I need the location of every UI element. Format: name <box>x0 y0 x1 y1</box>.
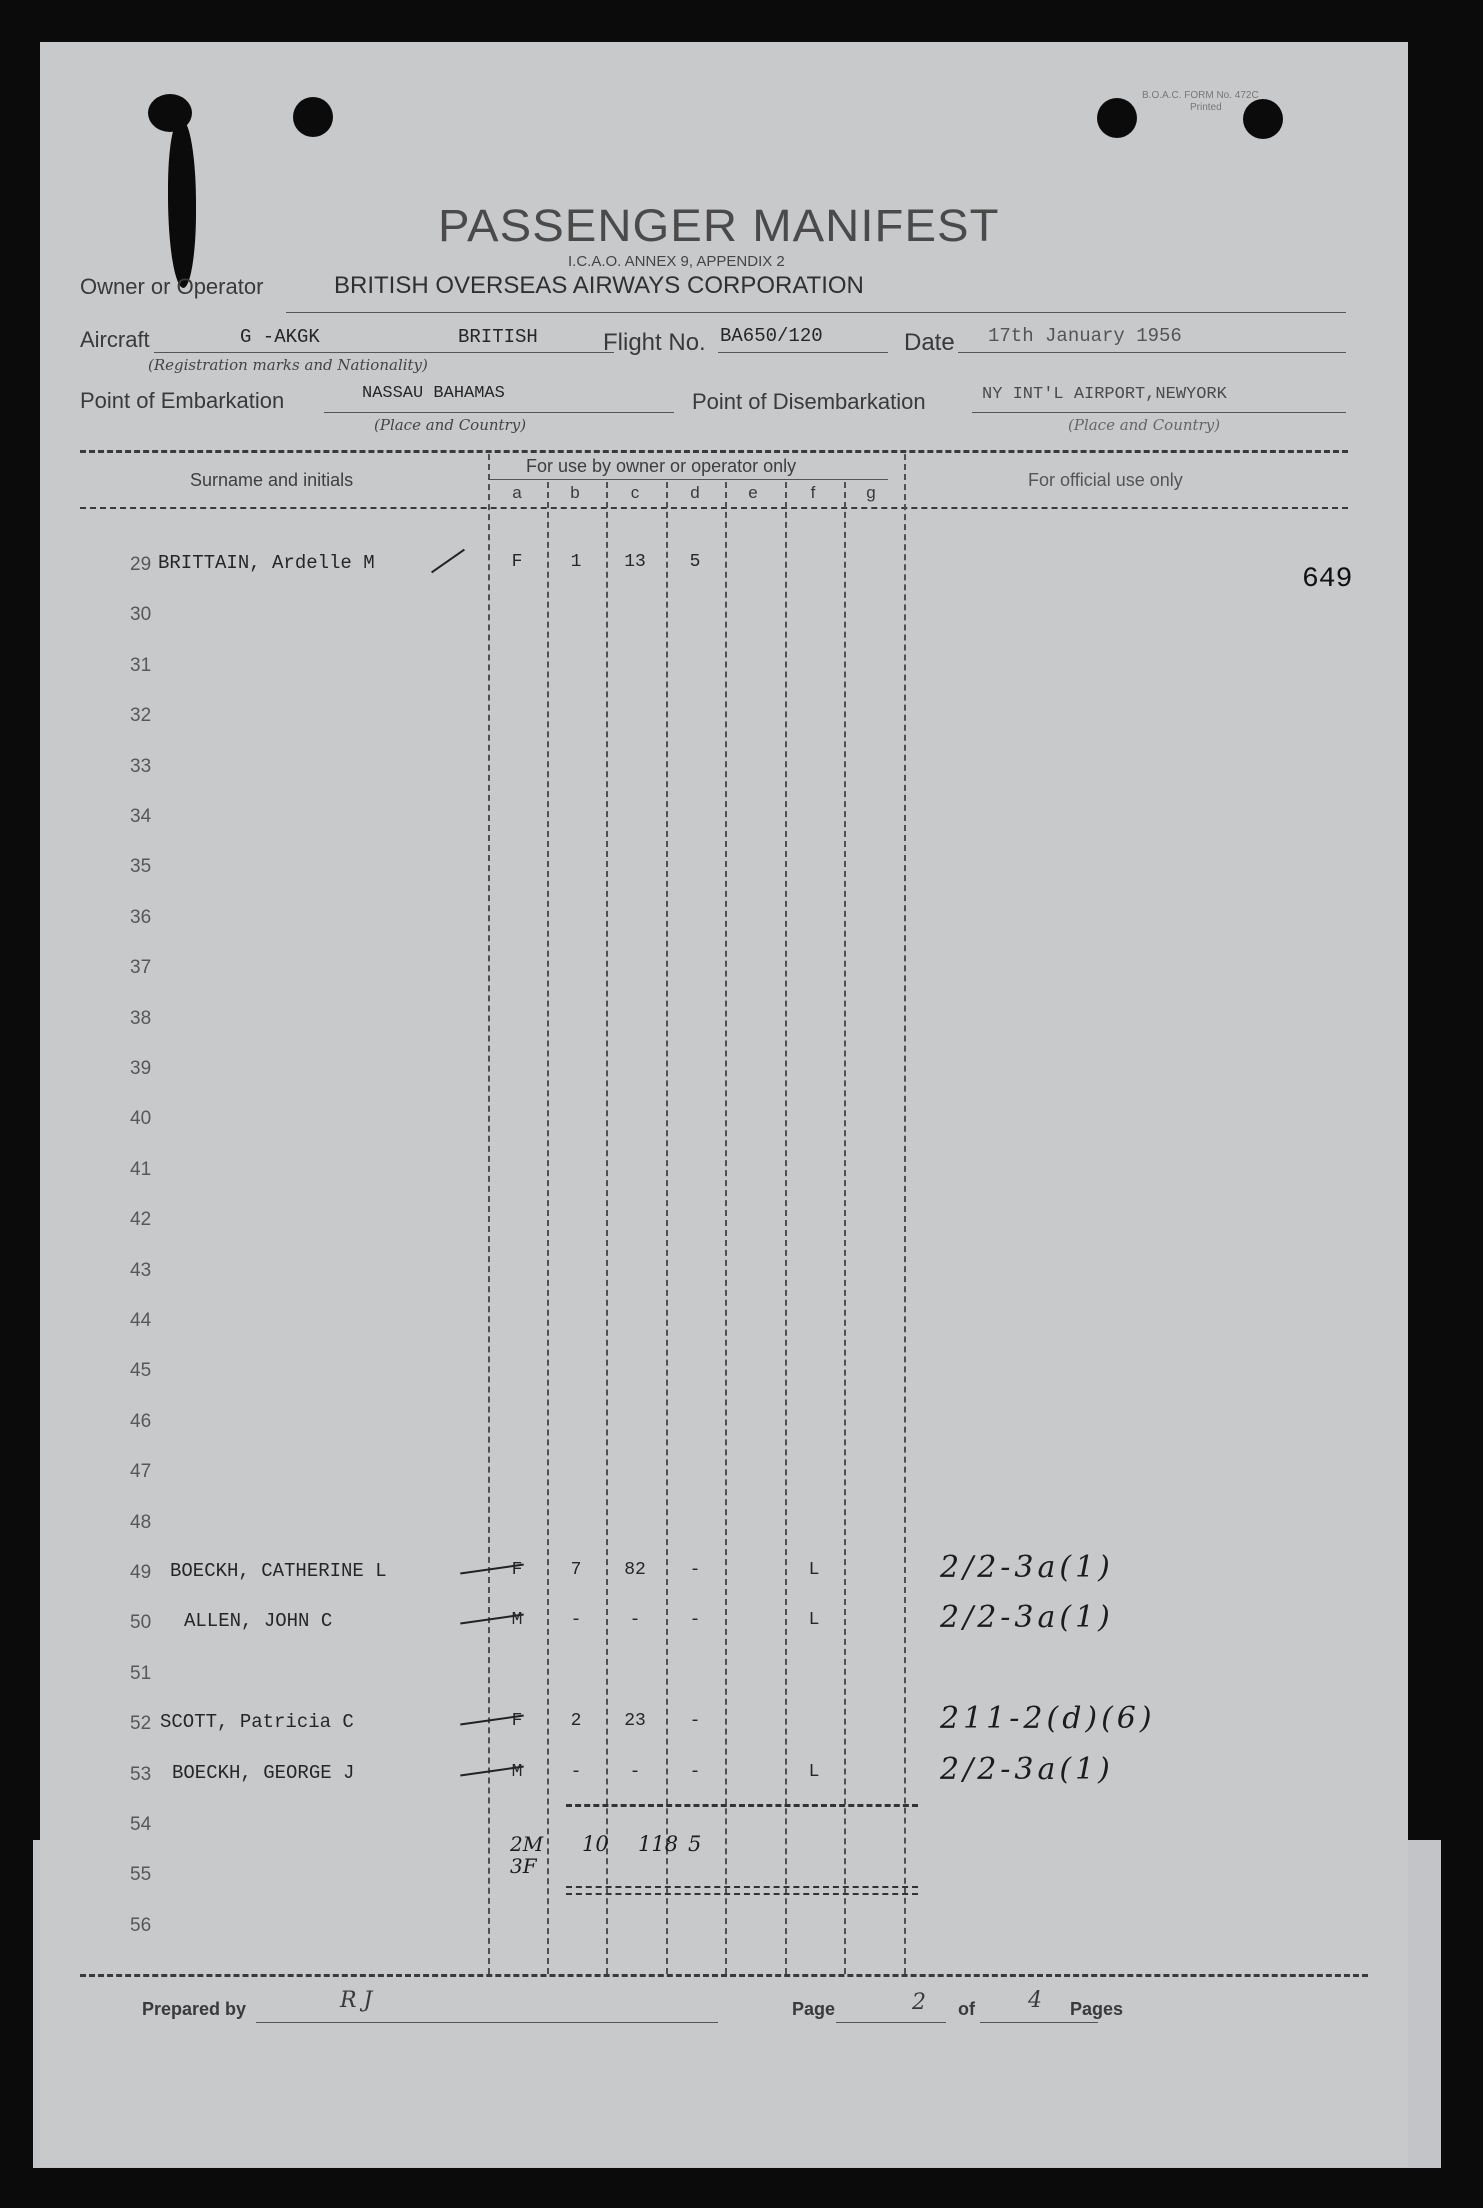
flight-number: BA650/120 <box>720 325 823 347</box>
of-underline <box>980 2022 1098 2023</box>
official-code: 211-2(d)(6) <box>940 1701 1156 1737</box>
cell-b: 7 <box>570 1560 582 1580</box>
cell-a: F <box>511 552 523 572</box>
page-title: PASSENGER MANIFEST <box>438 200 1000 251</box>
cell-b: - <box>570 1761 582 1782</box>
embarkation-underline <box>324 412 674 413</box>
cell-d: - <box>689 1711 701 1732</box>
stamp-number: 649 <box>1302 564 1353 595</box>
surname-header: Surname and initials <box>190 470 354 490</box>
punch-hole-right-2 <box>1243 99 1283 139</box>
flight-date: 17th January 1956 <box>988 325 1182 347</box>
aircraft-registration: G -AKGK <box>240 326 320 348</box>
row-number: 37 <box>130 957 152 979</box>
row-number: 43 <box>130 1259 152 1281</box>
total-sex-male: 2M <box>510 1832 544 1856</box>
of-label: of <box>958 1999 975 2019</box>
totals-double-rule-1 <box>566 1886 918 1888</box>
cell-f: L <box>808 1610 820 1631</box>
column-header-d: d <box>690 483 700 502</box>
embarkation-label: Point of Embarkation <box>80 388 285 413</box>
cell-d: - <box>689 1761 701 1782</box>
disembarkation-label: Point of Disembarkation <box>692 389 926 414</box>
row-number: 54 <box>130 1814 152 1835</box>
aircraft-underline <box>154 352 614 353</box>
cell-c: 13 <box>624 552 646 572</box>
page-label: Page <box>792 1999 836 2019</box>
form-number: B.O.A.C. FORM No. 472C <box>1142 90 1259 101</box>
row-number: 41 <box>130 1158 152 1180</box>
column-divider <box>725 482 727 1974</box>
cell-a: M <box>511 1610 523 1631</box>
aircraft-label: Aircraft <box>80 327 150 352</box>
owner-group-underline <box>488 479 888 480</box>
embarkation-caption: (Place and Country) <box>374 416 527 434</box>
row-number: 32 <box>130 705 152 727</box>
official-code: 2/2-3a(1) <box>940 1550 1114 1585</box>
form-printed: Printed <box>1190 102 1222 113</box>
page-underline <box>836 2022 946 2023</box>
aircraft-caption: (Registration marks and Nationality) <box>148 356 428 374</box>
column-divider <box>488 454 490 1974</box>
passenger-name: ALLEN, JOHN C <box>184 1610 333 1633</box>
cell-c: 23 <box>624 1711 646 1732</box>
total-c: 118 <box>638 1832 679 1856</box>
row-number: 35 <box>130 856 152 878</box>
aircraft-nationality: BRITISH <box>458 326 538 348</box>
column-divider <box>606 482 608 1974</box>
passenger-name: BOECKH, GEORGE J <box>172 1761 355 1784</box>
row-number: 51 <box>130 1662 152 1684</box>
official-code: 2/2-3a(1) <box>940 1600 1114 1636</box>
column-divider <box>785 482 787 1974</box>
pages-label: Pages <box>1070 1999 1124 2019</box>
header-bottom-rule <box>80 507 1348 509</box>
owner-group-header: For use by owner or operator only <box>526 456 797 476</box>
row-number: 44 <box>130 1310 152 1331</box>
owner-underline <box>286 312 1346 313</box>
row-number: 40 <box>130 1108 152 1130</box>
passenger-name: SCOTT, Patricia C <box>160 1711 354 1734</box>
total-d: 5 <box>688 1832 702 1856</box>
cell-c: 82 <box>624 1560 646 1580</box>
date-label: Date <box>904 329 955 356</box>
prepared-by-underline <box>256 2022 718 2023</box>
column-divider <box>547 482 549 1974</box>
totals-top-rule <box>566 1804 918 1807</box>
row-number: 47 <box>130 1461 152 1483</box>
cell-d: 5 <box>689 552 701 572</box>
official-code: 2/2-3a(1) <box>940 1751 1114 1787</box>
cell-d: - <box>689 1610 701 1631</box>
column-header-b: b <box>570 483 580 502</box>
row-number: 34 <box>130 806 152 827</box>
column-divider <box>844 482 846 1974</box>
row-number: 48 <box>130 1511 152 1533</box>
row-number: 50 <box>130 1612 152 1634</box>
total-sex-female: 3F <box>510 1854 537 1878</box>
prepared-by-initials: R J <box>340 1988 373 2013</box>
disembarkation-caption: (Place and Country) <box>1068 416 1221 434</box>
page-subtitle: I.C.A.O. ANNEX 9, APPENDIX 2 <box>568 253 785 270</box>
row-number: 39 <box>130 1058 152 1079</box>
prepared-by-label: Prepared by <box>142 1999 247 2019</box>
row-number: 30 <box>130 604 152 626</box>
cell-f: L <box>808 1560 820 1580</box>
row-number: 46 <box>130 1410 152 1432</box>
cell-c: - <box>629 1761 641 1782</box>
cell-f: L <box>808 1761 820 1782</box>
column-header-e: e <box>748 483 758 502</box>
row-number: 33 <box>130 755 152 777</box>
owner-label: Owner or Operator <box>80 274 264 299</box>
official-header: For official use only <box>1028 470 1183 490</box>
date-underline <box>958 352 1346 353</box>
row-number: 52 <box>130 1713 152 1735</box>
row-number: 55 <box>130 1864 152 1886</box>
cell-c: - <box>629 1610 641 1631</box>
row-number: 36 <box>130 906 152 928</box>
column-header-c: c <box>630 483 640 502</box>
row-number: 56 <box>130 1914 152 1936</box>
cell-a: F <box>511 1711 523 1732</box>
flight-label: Flight No. <box>603 329 706 356</box>
row-number: 29 <box>130 554 152 575</box>
row-number: 31 <box>130 654 152 676</box>
row-number: 53 <box>130 1763 152 1785</box>
page-number: 2 <box>912 1990 926 2015</box>
ink-blot-drip <box>168 120 196 288</box>
disembarkation-value: NY INT'L AIRPORT,NEWYORK <box>982 385 1227 404</box>
passenger-name: BOECKH, CATHERINE L <box>170 1560 387 1582</box>
cell-b: - <box>570 1610 582 1631</box>
cell-a: M <box>511 1761 523 1782</box>
pen-check-mark <box>431 549 465 574</box>
cell-b: 1 <box>570 552 582 572</box>
flight-underline <box>718 352 888 353</box>
row-number: 49 <box>130 1562 152 1583</box>
embarkation-value: NASSAU BAHAMAS <box>362 384 505 403</box>
table-bottom-rule <box>80 1974 1368 1977</box>
table-top-rule <box>80 450 1348 453</box>
row-number: 38 <box>130 1007 152 1029</box>
row-number: 42 <box>130 1209 152 1231</box>
passenger-name: BRITTAIN, Ardelle M <box>158 552 375 574</box>
disembarkation-underline <box>972 412 1346 413</box>
cell-d: - <box>689 1560 701 1580</box>
totals-double-rule-2 <box>566 1893 918 1895</box>
punch-hole-right-1 <box>1097 98 1137 138</box>
column-header-a: a <box>512 483 522 502</box>
punch-hole-left <box>293 97 333 137</box>
page-total: 4 <box>1028 1988 1042 2013</box>
manifest-sheet <box>40 42 1408 2167</box>
cell-b: 2 <box>570 1711 582 1732</box>
column-divider <box>904 454 906 1974</box>
column-header-g: g <box>866 483 876 502</box>
cell-a: F <box>511 1560 523 1580</box>
total-b: 10 <box>582 1832 609 1856</box>
column-divider <box>666 482 668 1974</box>
row-number: 45 <box>130 1360 152 1382</box>
owner-value: BRITISH OVERSEAS AIRWAYS CORPORATION <box>334 272 864 299</box>
column-header-f: f <box>810 483 816 502</box>
